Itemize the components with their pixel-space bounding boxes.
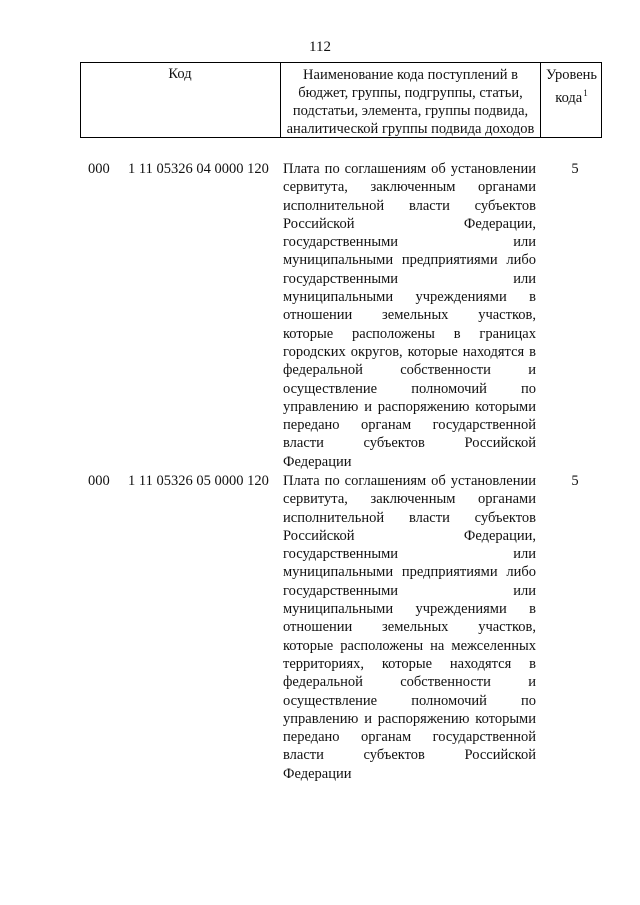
- description-line: государственными или: [283, 582, 536, 599]
- header-level-line-2: [541, 84, 602, 107]
- header-name-line: подстатьи, элемента, группы подвида,: [292, 103, 529, 119]
- description-line: Федерации: [283, 765, 352, 782]
- description-line: муниципальными учреждениями в: [283, 601, 536, 618]
- description-line: отношении земельных участков,: [283, 619, 536, 636]
- description-line: которые расположены на межселенных: [283, 637, 536, 654]
- admin-code: 000: [88, 161, 110, 177]
- description-line: государственными или: [283, 546, 536, 563]
- description-line: государственными или: [283, 234, 536, 251]
- description-line: муниципальными предприятиями либо: [283, 252, 536, 269]
- code-level: 5: [571, 161, 579, 177]
- description-line: Плата по соглашениям об установлении: [283, 473, 536, 489]
- description-line: исполнительной власти субъектов: [283, 509, 536, 526]
- description-line: государственными или: [283, 270, 536, 287]
- description-line: сервитута, заключенным органами: [283, 491, 536, 508]
- description-line: федеральной собственности и: [283, 362, 536, 379]
- admin-code: 000: [88, 473, 110, 489]
- description-line: власти субъектов Российской: [283, 747, 536, 764]
- header-level: [541, 66, 602, 142]
- description-line: передано органам государственной: [283, 417, 536, 434]
- header-code: [80, 66, 280, 142]
- header-level-line: Уровень: [545, 67, 598, 83]
- description-line: управлению и распоряжению которыми: [283, 398, 536, 415]
- description-line: муниципальными учреждениями в: [283, 289, 536, 306]
- description-line: Российской Федерации,: [283, 527, 536, 544]
- description-line: сервитута, заключенным органами: [283, 179, 536, 196]
- header-name: [281, 66, 540, 142]
- page-number: 112: [309, 39, 331, 55]
- code-level: 5: [571, 473, 579, 489]
- header-code-label: Код: [168, 66, 192, 82]
- description-line: управлению и распоряжению которыми: [283, 710, 536, 727]
- description-line: Российской Федерации,: [283, 215, 536, 232]
- description-line: федеральной собственности и: [283, 674, 536, 691]
- income-description: [283, 472, 536, 783]
- income-code: 1 11 05326 04 0000 120: [128, 161, 269, 177]
- description-line: муниципальными предприятиями либо: [283, 564, 536, 581]
- description-line: передано органам государственной: [283, 729, 536, 746]
- header-name-line: Наименование кода поступлений в: [303, 67, 518, 83]
- description-line: Плата по соглашениям об установлении: [283, 161, 536, 177]
- header-level-label: кода: [555, 90, 583, 106]
- description-line: Федерации: [283, 453, 352, 470]
- description-line: исполнительной власти субъектов: [283, 197, 536, 214]
- table-top-border: [80, 62, 602, 63]
- header-name-line: бюджет, группы, подгруппы, статьи,: [298, 85, 523, 101]
- description-line: власти субъектов Российской: [283, 435, 536, 452]
- income-description: [283, 160, 536, 471]
- income-code: 1 11 05326 05 0000 120: [128, 473, 269, 489]
- description-line: осуществление полномочий по: [283, 692, 536, 709]
- header-level-footnote: 1: [583, 88, 588, 98]
- description-line: городских округов, которые находятся в: [283, 343, 536, 360]
- header-name-line: аналитической группы подвида доходов: [286, 121, 535, 137]
- description-line: территориях, которые находятся в: [283, 655, 536, 672]
- description-line: отношении земельных участков,: [283, 307, 536, 324]
- description-line: которые расположены в границах: [283, 325, 536, 342]
- description-line: осуществление полномочий по: [283, 380, 536, 397]
